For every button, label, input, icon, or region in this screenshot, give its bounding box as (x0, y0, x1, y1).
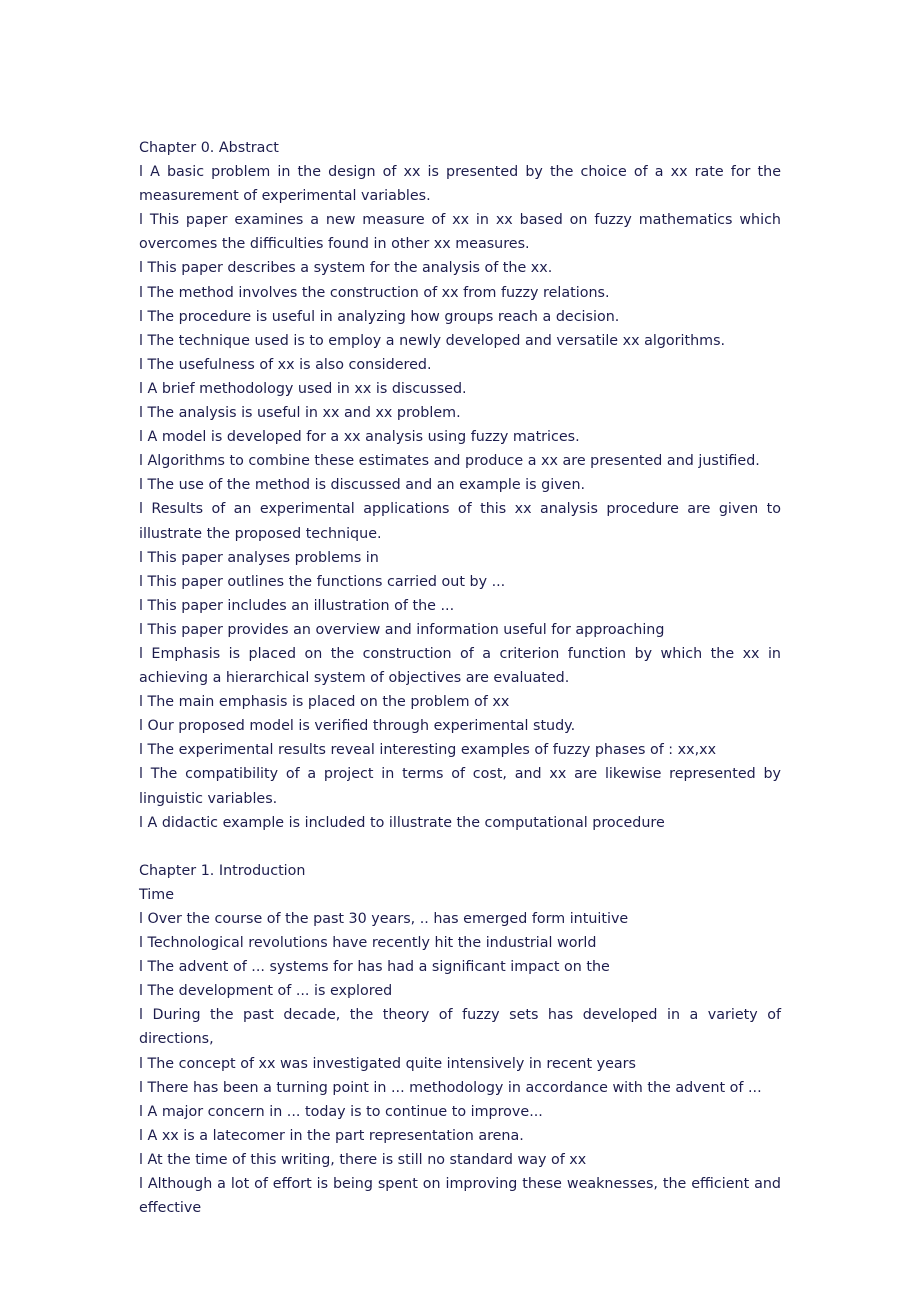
list-item: l There has been a turning point in ... methodology in accordance with the advent of ... (139, 1079, 762, 1096)
chapter-1-title: Chapter 1. Introduction (139, 862, 306, 879)
list-item: l The usefulness of xx is also considered. (139, 356, 432, 373)
list-item: l This paper provides an overview and information useful for approaching (139, 621, 665, 638)
list-item: l Emphasis is placed on the construction of a criterion function by which the xx in achieving a hierarchical system of objectives are evaluated. (139, 645, 781, 687)
list-item: l A major concern in ... today is to continue to improve... (139, 1103, 543, 1120)
list-item: l The development of ... is explored (139, 983, 393, 1000)
list-item: l The main emphasis is placed on the problem of xx (139, 694, 510, 711)
list-item: l Technological revolutions have recently hit the industrial world (139, 935, 597, 952)
list-item: l This paper outlines the functions carried out by ... (139, 573, 506, 590)
list-item: l Our proposed model is verified through experimental study. (139, 718, 576, 735)
list-item: l A basic problem in the design of xx is presented by the choice of a xx rate for the measurement of experimental variables. (139, 164, 781, 205)
list-item: l A xx is a latecomer in the part representation arena. (139, 1127, 524, 1144)
chapter-0-item-list (139, 160, 781, 835)
document-page (139, 136, 781, 1220)
list-item: l This paper analyses problems in (139, 549, 379, 566)
list-item: l A model is developed for a xx analysis using fuzzy matrices. (139, 429, 580, 446)
list-item: l At the time of this writing, there is still no standard way of xx (139, 1151, 587, 1168)
chapter-1-subtitle: Time (139, 886, 174, 903)
list-item: l The technique used is to employ a newly developed and versatile xx algorithms. (139, 332, 726, 349)
list-item: l During the past decade, the theory of fuzzy sets has developed in a variety of directions, (139, 1007, 781, 1048)
list-item: l Algorithms to combine these estimates and produce a xx are presented and justified. (139, 453, 760, 470)
list-item: l The method involves the construction of xx from fuzzy relations. (139, 284, 610, 301)
list-item: l The analysis is useful in xx and xx problem. (139, 405, 461, 422)
list-item: l The compatibility of a project in terms of cost, and xx are likewise represented by linguistic variables. (139, 766, 781, 807)
list-item: l The concept of xx was investigated quite intensively in recent years (139, 1055, 636, 1072)
list-item: l This paper includes an illustration of the ... (139, 597, 455, 614)
list-item: l Although a lot of effort is being spent on improving these weaknesses, the efficient and effective (139, 1176, 781, 1217)
list-item: l This paper examines a new measure of xx in xx based on fuzzy mathematics which overcomes the difficulties found in other xx measures. (139, 212, 781, 253)
list-item: l A didactic example is included to illustrate the computational procedure (139, 814, 665, 831)
list-item: l The advent of ... systems for has had a significant impact on the (139, 959, 610, 976)
list-item: l This paper describes a system for the analysis of the xx. (139, 260, 553, 277)
section-spacer (139, 835, 781, 859)
list-item: l Over the course of the past 30 years, .. has emerged form intuitive (139, 911, 629, 927)
chapter-1-item-list (139, 907, 781, 1220)
list-item: l The use of the method is discussed and an example is given. (139, 477, 586, 494)
list-item: l Results of an experimental applications of this xx analysis procedure are given to illustrate the proposed technique. (139, 501, 781, 542)
list-item: l A brief methodology used in xx is discussed. (139, 380, 467, 397)
chapter-0-title: Chapter 0. Abstract (139, 140, 279, 156)
list-item: l The procedure is useful in analyzing how groups reach a decision. (139, 308, 620, 325)
list-item: l The experimental results reveal interesting examples of fuzzy phases of : xx,xx (139, 742, 717, 759)
